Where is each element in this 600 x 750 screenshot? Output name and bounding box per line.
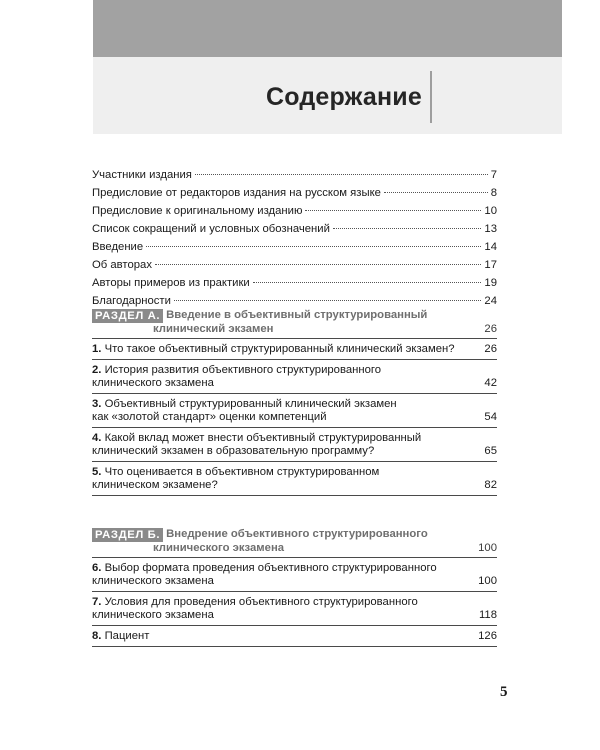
chapter-page: 100 [478,575,497,587]
section-title-line1: Внедрение объективного структурированного [166,528,428,540]
toc-entry-label: Предисловие от редакторов издания на русском языке [92,187,381,199]
dot-leader [195,174,488,175]
section-title-line2: клинического экзамена [153,542,285,554]
dot-leader [333,228,482,229]
toc-entry-label: Предисловие к оригинальному изданию [92,205,303,217]
dot-leader [253,282,482,283]
chapter-number: 7. [92,596,102,608]
toc-entry[interactable] [92,220,497,238]
chapter-title-cont: клинического экзамена [92,609,214,621]
chapter-title-cont: клиническом экзамене? [92,479,218,491]
chapter-title-cont: клинического экзамена [92,377,214,389]
header-title-band [93,57,562,134]
chapter-page: 65 [484,445,497,457]
chapter-entry[interactable] [92,339,497,360]
chapter-title-cont: как «золотой стандарт» оценки компетенций [92,411,327,423]
toc-entry-label: Участники издания [92,169,192,181]
section-badge: РАЗДЕЛ Б. [92,528,163,542]
toc-entry-label: Авторы примеров из практики [92,277,250,289]
toc-entry[interactable] [92,202,497,220]
dot-leader [146,246,481,247]
section-title-line2: клинический экзамен [153,323,274,335]
section-page: 100 [478,542,497,554]
toc-entry-label: Список сокращений и условных обозначений [92,223,330,235]
chapter-entry[interactable] [92,558,497,592]
toc-entry-page: 17 [484,259,497,271]
toc-entry-page: 8 [490,187,497,199]
chapter-title: Что оценивается в объективном структурированном [104,466,380,478]
dot-leader [174,300,482,301]
chapter-title: История развития объективного структурированного [104,364,382,376]
chapter-page: 26 [484,343,497,355]
chapter-title: Какой вклад может внести объективный структурированный [104,432,422,444]
toc-entry[interactable] [92,166,497,184]
toc-entry[interactable] [92,292,497,310]
section-a-heading[interactable] [92,309,497,339]
chapter-number: 2. [92,364,102,376]
toc-entry[interactable] [92,274,497,292]
chapter-entry[interactable] [92,592,497,626]
chapter-title-cont: клинического экзамена [92,575,214,587]
toc-entry-label: Введение [92,241,144,253]
toc-entry[interactable] [92,256,497,274]
chapter-page: 54 [484,411,497,423]
toc-entry-page: 13 [484,223,497,235]
section-badge: РАЗДЕЛ А. [92,309,163,323]
chapter-title: Условия для проведения объективного структурированного [104,596,418,608]
dot-leader [384,192,488,193]
chapter-title: Объективный структурированный клинический экзамен [104,398,397,410]
section-b [92,528,497,647]
header-top-band [93,0,562,57]
toc-entry[interactable] [92,238,497,256]
chapter-number: 3. [92,398,102,410]
chapter-number: 4. [92,432,102,444]
chapter-page: 42 [484,377,497,389]
front-matter-list [92,166,497,310]
section-a [92,309,497,496]
chapter-title: Что такое объективный структурированный клинический экзамен? [104,343,455,355]
toc-entry-page: 7 [490,169,497,181]
chapter-number: 5. [92,466,102,478]
chapter-entry[interactable] [92,428,497,462]
page-title: Содержание [265,83,422,111]
chapter-page: 126 [478,630,497,642]
title-divider [430,71,432,123]
toc-entry-page: 14 [484,241,497,253]
chapter-page: 82 [484,479,497,491]
chapter-entry[interactable] [92,394,497,428]
chapter-entry[interactable] [92,462,497,496]
chapter-number: 1. [92,343,102,355]
chapter-page: 118 [478,609,497,621]
toc-entry-label: Благодарности [92,295,171,307]
toc-entry-label: Об авторах [92,259,152,271]
chapter-entry[interactable] [92,626,497,647]
chapter-title-cont: клинический экзамен в образовательную программу? [92,445,375,457]
section-page: 26 [484,323,497,335]
section-title-line1: Введение в объективный структурированный [166,309,428,321]
toc-entry-page: 24 [484,295,497,307]
chapter-number: 6. [92,562,102,574]
chapter-number: 8. [92,630,102,642]
section-b-heading[interactable] [92,528,497,558]
toc-entry-page: 10 [484,205,497,217]
toc-entry-page: 19 [484,277,497,289]
toc-entry[interactable] [92,184,497,202]
chapter-title: Выбор формата проведения объективного структурированного [104,562,437,574]
dot-leader [155,264,481,265]
dot-leader [305,210,481,211]
chapter-title: Пациент [104,630,150,642]
chapter-entry[interactable] [92,360,497,394]
page-number: 5 [500,684,508,700]
